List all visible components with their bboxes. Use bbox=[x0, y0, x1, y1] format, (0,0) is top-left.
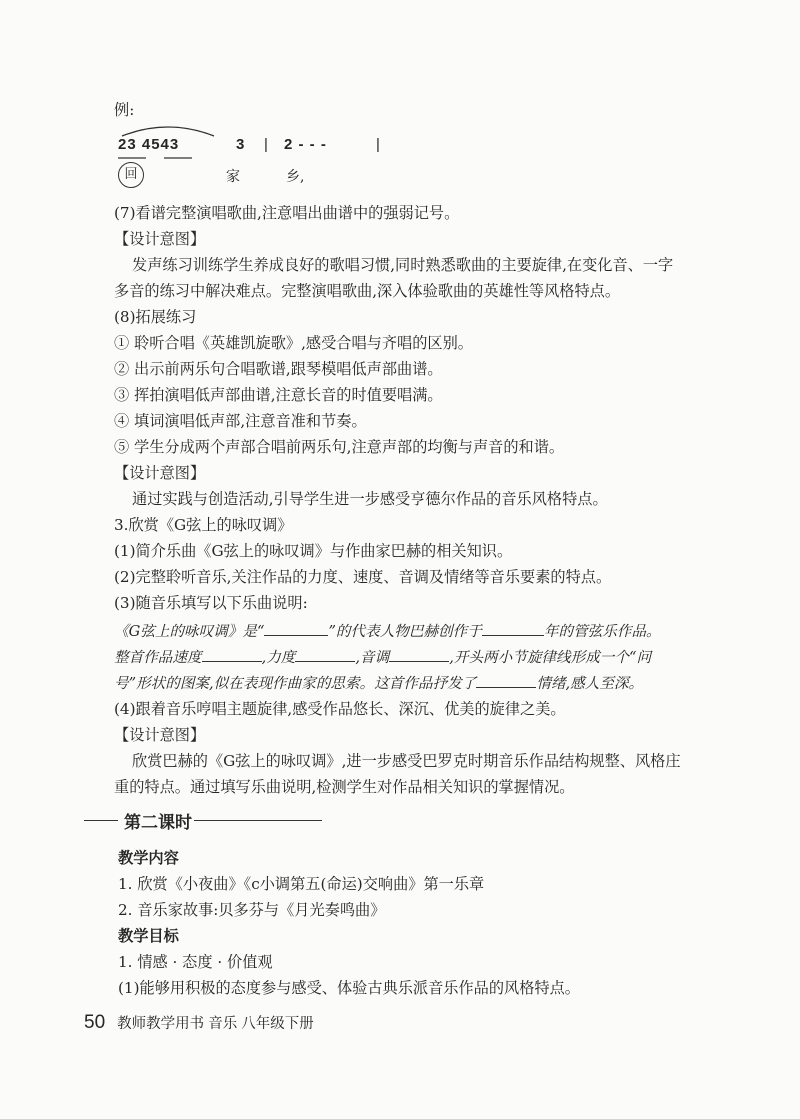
lesson-2-title: 第二课时 bbox=[124, 813, 192, 832]
heading-rule-left bbox=[84, 820, 118, 821]
fill-2a: 整首作品速度 bbox=[114, 649, 202, 666]
content-item-2: 2. 音乐家故事:贝多芬与《月光奏鸣曲》 bbox=[118, 901, 386, 919]
fill-line-3 bbox=[114, 673, 704, 694]
section-3-item-1: (1)简介乐曲《G弦上的咏叹调》与作曲家巴赫的相关知识。 bbox=[114, 542, 513, 560]
extend-item-2: ② 出示前两乐句合唱歌谱,跟琴模唱低声部曲谱。 bbox=[114, 360, 443, 378]
section-3-item-3: (3)随音乐填写以下乐曲说明: bbox=[114, 594, 308, 612]
book-title: 教师教学用书 音乐 八年级下册 bbox=[117, 1016, 314, 1032]
design-heading-2: 【设计意图】 bbox=[114, 464, 206, 482]
section-3-item-4: (4)跟着音乐哼唱主题旋律,感受作品悠长、深沉、优美的旋律之美。 bbox=[114, 700, 566, 718]
blank-2[interactable] bbox=[482, 621, 544, 636]
page-number: 50 bbox=[84, 1012, 106, 1033]
heading-rule-right bbox=[194, 820, 322, 821]
extend-item-3: ③ 挥拍演唱低声部曲谱,注意长音的时值要唱满。 bbox=[114, 386, 443, 404]
notes-group-c: 2 - - - bbox=[284, 136, 327, 153]
design-text-2: 通过实践与创造活动,引导学生进一步感受亨德尔作品的音乐风格特点。 bbox=[132, 490, 608, 508]
design-text-3b: 重的特点。通过填写乐曲说明,检测学生对作品相关知识的掌握情况。 bbox=[114, 778, 575, 796]
fill-3a: 号”形状的图案,似在表现作曲家的思索。这首作品抒发了 bbox=[114, 675, 477, 692]
notes-group-a: 23 4543 bbox=[118, 136, 180, 153]
design-text-1a: 发声练习训练学生养成良好的歌唱习惯,同时熟悉歌曲的主要旋律,在变化音、一字 bbox=[132, 256, 674, 274]
fill-3b: 情绪,感人至深。 bbox=[536, 675, 644, 692]
fill-2c: ,音调 bbox=[355, 649, 390, 666]
circled-lyric: 回 bbox=[118, 162, 144, 188]
music-notation bbox=[118, 128, 418, 188]
content-item-1: 1. 欣赏《小夜曲》《c小调第五(命运)交响曲》第一乐章 bbox=[118, 875, 485, 893]
barline-1: | bbox=[264, 136, 269, 153]
content-heading: 教学内容 bbox=[118, 849, 179, 867]
para-8: (8)拓展练习 bbox=[114, 308, 197, 326]
lesson-2-heading bbox=[84, 808, 324, 832]
lyric-1: 家 bbox=[226, 169, 240, 185]
fill-1b: ”的代表人物巴赫创作于 bbox=[328, 623, 482, 640]
fill-1a: 《G弦上的咏叹调》是“ bbox=[114, 623, 265, 640]
blank-5[interactable] bbox=[389, 647, 449, 662]
goal-item-1: 1. 情感 · 态度 · 价值观 bbox=[118, 953, 273, 971]
section-3-heading: 3.欣赏《G弦上的咏叹调》 bbox=[114, 516, 293, 534]
section-3-item-2: (2)完整聆听音乐,关注作品的力度、速度、音调及情绪等音乐要素的特点。 bbox=[114, 568, 612, 586]
page-footer bbox=[84, 1012, 314, 1034]
design-text-3a: 欣赏巴赫的《G弦上的咏叹调》,进一步感受巴罗克时期音乐作品结构规整、风格庄 bbox=[132, 752, 681, 770]
blank-4[interactable] bbox=[295, 647, 355, 662]
para-7: (7)看谱完整演唱歌曲,注意唱出曲谱中的强弱记号。 bbox=[114, 204, 460, 222]
fill-2d: ,开头两小节旋律线形成一个“问 bbox=[449, 649, 652, 666]
fill-2b: ,力度 bbox=[261, 649, 296, 666]
blank-3[interactable] bbox=[202, 647, 262, 662]
extend-item-1: ① 聆听合唱《英雄凯旋歌》,感受合唱与齐唱的区别。 bbox=[114, 334, 473, 352]
lyric-2: 乡, bbox=[286, 169, 305, 185]
barline-2: | bbox=[376, 136, 381, 153]
blank-1[interactable] bbox=[264, 621, 328, 636]
goal-item-1a: (1)能够用积极的态度参与感受、体验古典乐派音乐作品的风格特点。 bbox=[118, 979, 580, 997]
fill-line-2 bbox=[114, 647, 704, 668]
design-heading-3: 【设计意图】 bbox=[114, 726, 206, 744]
design-text-1b: 多音的练习中解决难点。完整演唱歌曲,深入体验歌曲的英雄性等风格特点。 bbox=[114, 282, 621, 300]
extend-item-5: ⑤ 学生分成两个声部合唱前两乐句,注意声部的均衡与声音的和谐。 bbox=[114, 438, 565, 456]
extend-item-4: ④ 填词演唱低声部,注意音准和节奏。 bbox=[114, 412, 367, 430]
note-three: 3 bbox=[236, 136, 246, 153]
example-label: 例: bbox=[114, 101, 135, 119]
design-heading-1: 【设计意图】 bbox=[114, 230, 206, 248]
fill-line-1 bbox=[114, 621, 704, 642]
fill-1c: 年的管弦乐作品。 bbox=[543, 623, 661, 640]
goal-heading: 教学目标 bbox=[118, 927, 179, 945]
blank-6[interactable] bbox=[476, 673, 536, 688]
